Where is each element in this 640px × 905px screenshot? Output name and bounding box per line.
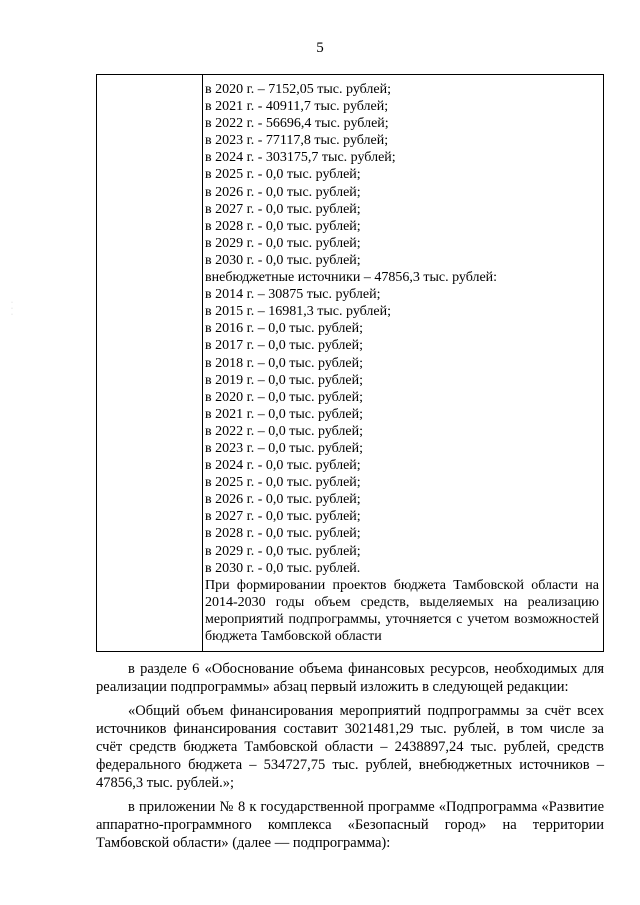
table-line: в 2019 г. – 0,0 тыс. рублей; [205, 372, 363, 388]
table-line: в 2026 г. - 0,0 тыс. рублей; [205, 184, 361, 200]
table-line: в 2029 г. - 0,0 тыс. рублей; [205, 235, 361, 251]
side-margin-mark: · · · [11, 300, 13, 318]
table-line: внебюджетные источники – 47856,3 тыс. рублей: [205, 270, 498, 286]
table-line: в 2014 г. – 30875 тыс. рублей; [205, 287, 381, 303]
table-line: в 2021 г. – 0,0 тыс. рублей; [205, 406, 363, 422]
paragraph-section-6: в разделе 6 «Обоснование объема финансовых ресурсов, необходимых для реализации подпрограммы» абзац первый изложить в следующей редакции: [96, 661, 604, 695]
table-line: в 2021 г. - 40911,7 тыс. рублей; [205, 99, 389, 115]
table-line: в 2015 г. – 16981,3 тыс. рублей; [205, 304, 391, 320]
table-closing-paragraph: При формировании проектов бюджета Тамбовской области на 2014-2030 годы объем средств, выделяемых на реализацию мероприятий подпрограммы, уточняется с учетом возможностей бюджета Тамбовской области [205, 577, 599, 644]
table-line: в 2030 г. - 0,0 тыс. рублей. [205, 560, 361, 576]
table-line: в 2025 г. - 0,0 тыс. рублей; [205, 167, 361, 183]
table-line: в 2029 г. - 0,0 тыс. рублей; [205, 543, 361, 559]
page-number: 5 [316, 40, 324, 56]
body-text [96, 660, 604, 852]
paragraph-appendix-8: в приложении № 8 к государственной программе «Подпрограмма «Развитие аппаратно-программного комплекса «Безопасный город» на территории Тамбовской области» (далее — подпрограмма): [96, 799, 604, 851]
paragraph-total-financing: «Общий объем финансирования мероприятий подпрограммы за счёт всех источников финансирования составит 3021481,29 тыс. рублей, в том числе за счёт средств бюджета Тамбовской области – 2438897,24 тыс. рублей, средств федерального бюджета – 534727,75 тыс. рублей, внебюджетных источников – 47856,3 тыс. рублей.»; [96, 703, 604, 791]
table-line: в 2027 г. - 0,0 тыс. рублей; [205, 201, 361, 217]
table-line: в 2024 г. - 303175,7 тыс. рублей; [205, 150, 396, 166]
table-line: в 2024 г. - 0,0 тыс. рублей; [205, 458, 361, 474]
table-line: в 2025 г. - 0,0 тыс. рублей; [205, 475, 361, 491]
table-line: в 2018 г. – 0,0 тыс. рублей; [205, 355, 363, 371]
table-line: в 2016 г. – 0,0 тыс. рублей; [205, 321, 363, 337]
table-right-cell [205, 81, 599, 645]
table-line: в 2022 г. - 56696,4 тыс. рублей; [205, 116, 389, 132]
table-line: в 2022 г. – 0,0 тыс. рублей; [205, 423, 363, 439]
table-line: в 2030 г. - 0,0 тыс. рублей; [205, 252, 361, 268]
budget-table [96, 74, 604, 652]
table-line: в 2028 г. - 0,0 тыс. рублей; [205, 218, 361, 234]
table-line: в 2026 г. - 0,0 тыс. рублей; [205, 492, 361, 508]
table-line: в 2027 г. - 0,0 тыс. рублей; [205, 509, 361, 525]
table-line: в 2023 г. - 77117,8 тыс. рублей; [205, 133, 389, 149]
table-line: в 2023 г. – 0,0 тыс. рублей; [205, 440, 363, 456]
table-line: в 2020 г. – 0,0 тыс. рублей; [205, 389, 363, 405]
table-line: в 2028 г. - 0,0 тыс. рублей; [205, 526, 361, 542]
table-left-cell [97, 75, 203, 651]
table-line: в 2020 г. – 7152,05 тыс. рублей; [205, 82, 391, 97]
table-line: в 2017 г. – 0,0 тыс. рублей; [205, 338, 363, 354]
